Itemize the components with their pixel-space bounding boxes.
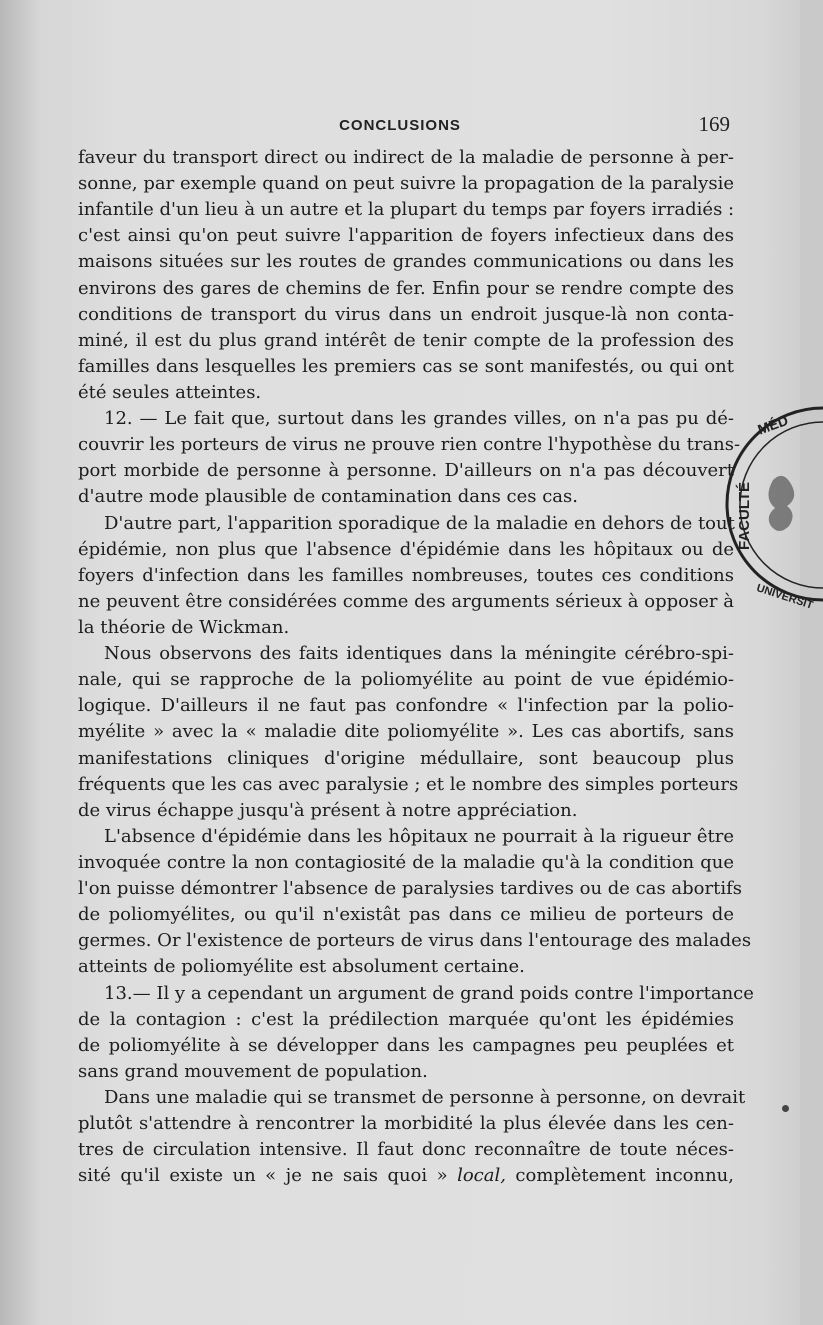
text-line: c'est ainsi qu'on peut suivre l'apparition de foyers infectieux dans des: [78, 225, 734, 247]
stamp-emblem-icon: [768, 476, 794, 531]
text-line: infantile d'un lieu à un autre et la plupart du temps par foyers irradiés :: [78, 199, 735, 221]
text-line: manifestations cliniques d'origine médullaire, sont beaucoup plus: [78, 747, 734, 769]
text-line: environs des gares de chemins de fer. Enfin pour se rendre compte des: [78, 277, 734, 299]
page-number: 169: [698, 112, 730, 136]
text-line: invoquée contre la non contagiosité de la maladie qu'à la condition que: [78, 851, 734, 873]
text-fragment: sité qu'il existe un « je ne sais quoi »: [78, 1165, 458, 1187]
text-line: logique. D'ailleurs il ne faut pas confondre « l'infection par la polio-: [78, 695, 734, 717]
text-line: de poliomyélites, ou qu'il n'existât pas dans ce milieu de porteurs de: [78, 904, 734, 926]
text-line: la théorie de Wickman.: [78, 616, 290, 638]
italic-word: local,: [457, 1165, 506, 1187]
running-head: [0, 112, 800, 142]
text-line: myélite » avec la « maladie dite poliomyélite ». Les cas abortifs, sans: [78, 721, 734, 743]
text-line: de la contagion : c'est la prédilection marquée qu'ont les épidémies: [78, 1008, 734, 1030]
text-line: Nous observons des faits identiques dans la méningite cérébro-spi-: [104, 643, 734, 665]
stamp-text-top: MÉD: [755, 411, 791, 438]
text-line: port morbide de personne à personne. D'ailleurs on n'a pas découvert: [78, 460, 734, 482]
library-stamp: [733, 400, 823, 610]
text-line: nale, qui se rapproche de la poliomyélite au point de vue épidémio-: [78, 669, 734, 691]
text-line: atteints de poliomyélite est absolument certaine.: [78, 956, 525, 978]
text-line: D'autre part, l'apparition sporadique de la maladie en dehors de tout: [104, 512, 735, 534]
ink-dot: [782, 1105, 789, 1112]
text-line: L'absence d'épidémie dans les hôpitaux ne pourrait à la rigueur être: [104, 825, 734, 847]
text-line: germes. Or l'existence de porteurs de virus dans l'entourage des malades: [78, 930, 752, 952]
text-line: [78, 1163, 734, 1189]
text-line: tres de circulation intensive. Il faut donc reconnaître de toute néces-: [78, 1139, 734, 1161]
text-line: épidémie, non plus que l'absence d'épidémie dans les hôpitaux ou de: [78, 538, 734, 560]
text-line: été seules atteintes.: [78, 381, 262, 403]
text-line: plutôt s'attendre à rencontrer la morbidité la plus élevée dans les cen-: [78, 1113, 734, 1135]
text-line: sans grand mouvement de population.: [78, 1060, 428, 1082]
text-line: faveur du transport direct ou indirect de la maladie de personne à per-: [78, 147, 734, 168]
text-line: ne peuvent être considérées comme des arguments sérieux à opposer à: [78, 590, 734, 612]
text-line: familles dans lesquelles les premiers cas se sont manifestés, ou qui ont: [78, 355, 734, 377]
text-line: fréquents que les cas avec paralysie ; et le nombre des simples porteurs: [78, 773, 739, 795]
text-line: sonne, par exemple quand on peut suivre la propagation de la paralysie: [78, 173, 734, 195]
text-fragment: complètement inconnu,: [505, 1165, 735, 1187]
text-line: maisons situées sur les routes de grandes communications ou dans les: [78, 251, 734, 273]
text-line: de poliomyélite à se développer dans les campagnes peu peuplées et: [78, 1034, 734, 1056]
text-line: de virus échappe jusqu'à présent à notre appréciation.: [78, 799, 578, 821]
running-title: CONCLUSIONS: [339, 117, 461, 134]
text-line: 13.— Il y a cependant un argument de grand poids contre l'importance: [104, 982, 754, 1004]
text-line: d'autre mode plausible de contamination dans ces cas.: [78, 486, 578, 508]
text-line: conditions de transport du virus dans un endroit jusque-là non conta-: [78, 303, 734, 325]
stamp-text-side: FACULTÉ: [736, 481, 753, 550]
text-line: couvrir les porteurs de virus ne prouve rien contre l'hypothèse du trans-: [78, 434, 741, 456]
text-line: l'on puisse démontrer l'absence de paralysies tardives ou de cas abortifs: [78, 878, 743, 900]
stamp-text-bottom: UNIVERSIT: [755, 582, 815, 612]
text-line: foyers d'infection dans les familles nombreuses, toutes ces conditions: [78, 564, 734, 586]
text-line: 12. — Le fait que, surtout dans les grandes villes, on n'a pas pu dé-: [104, 408, 734, 430]
text-line: miné, il est du plus grand intérêt de tenir compte de la profession des: [78, 329, 734, 351]
text-line: Dans une maladie qui se transmet de personne à personne, on devrait: [104, 1086, 746, 1108]
